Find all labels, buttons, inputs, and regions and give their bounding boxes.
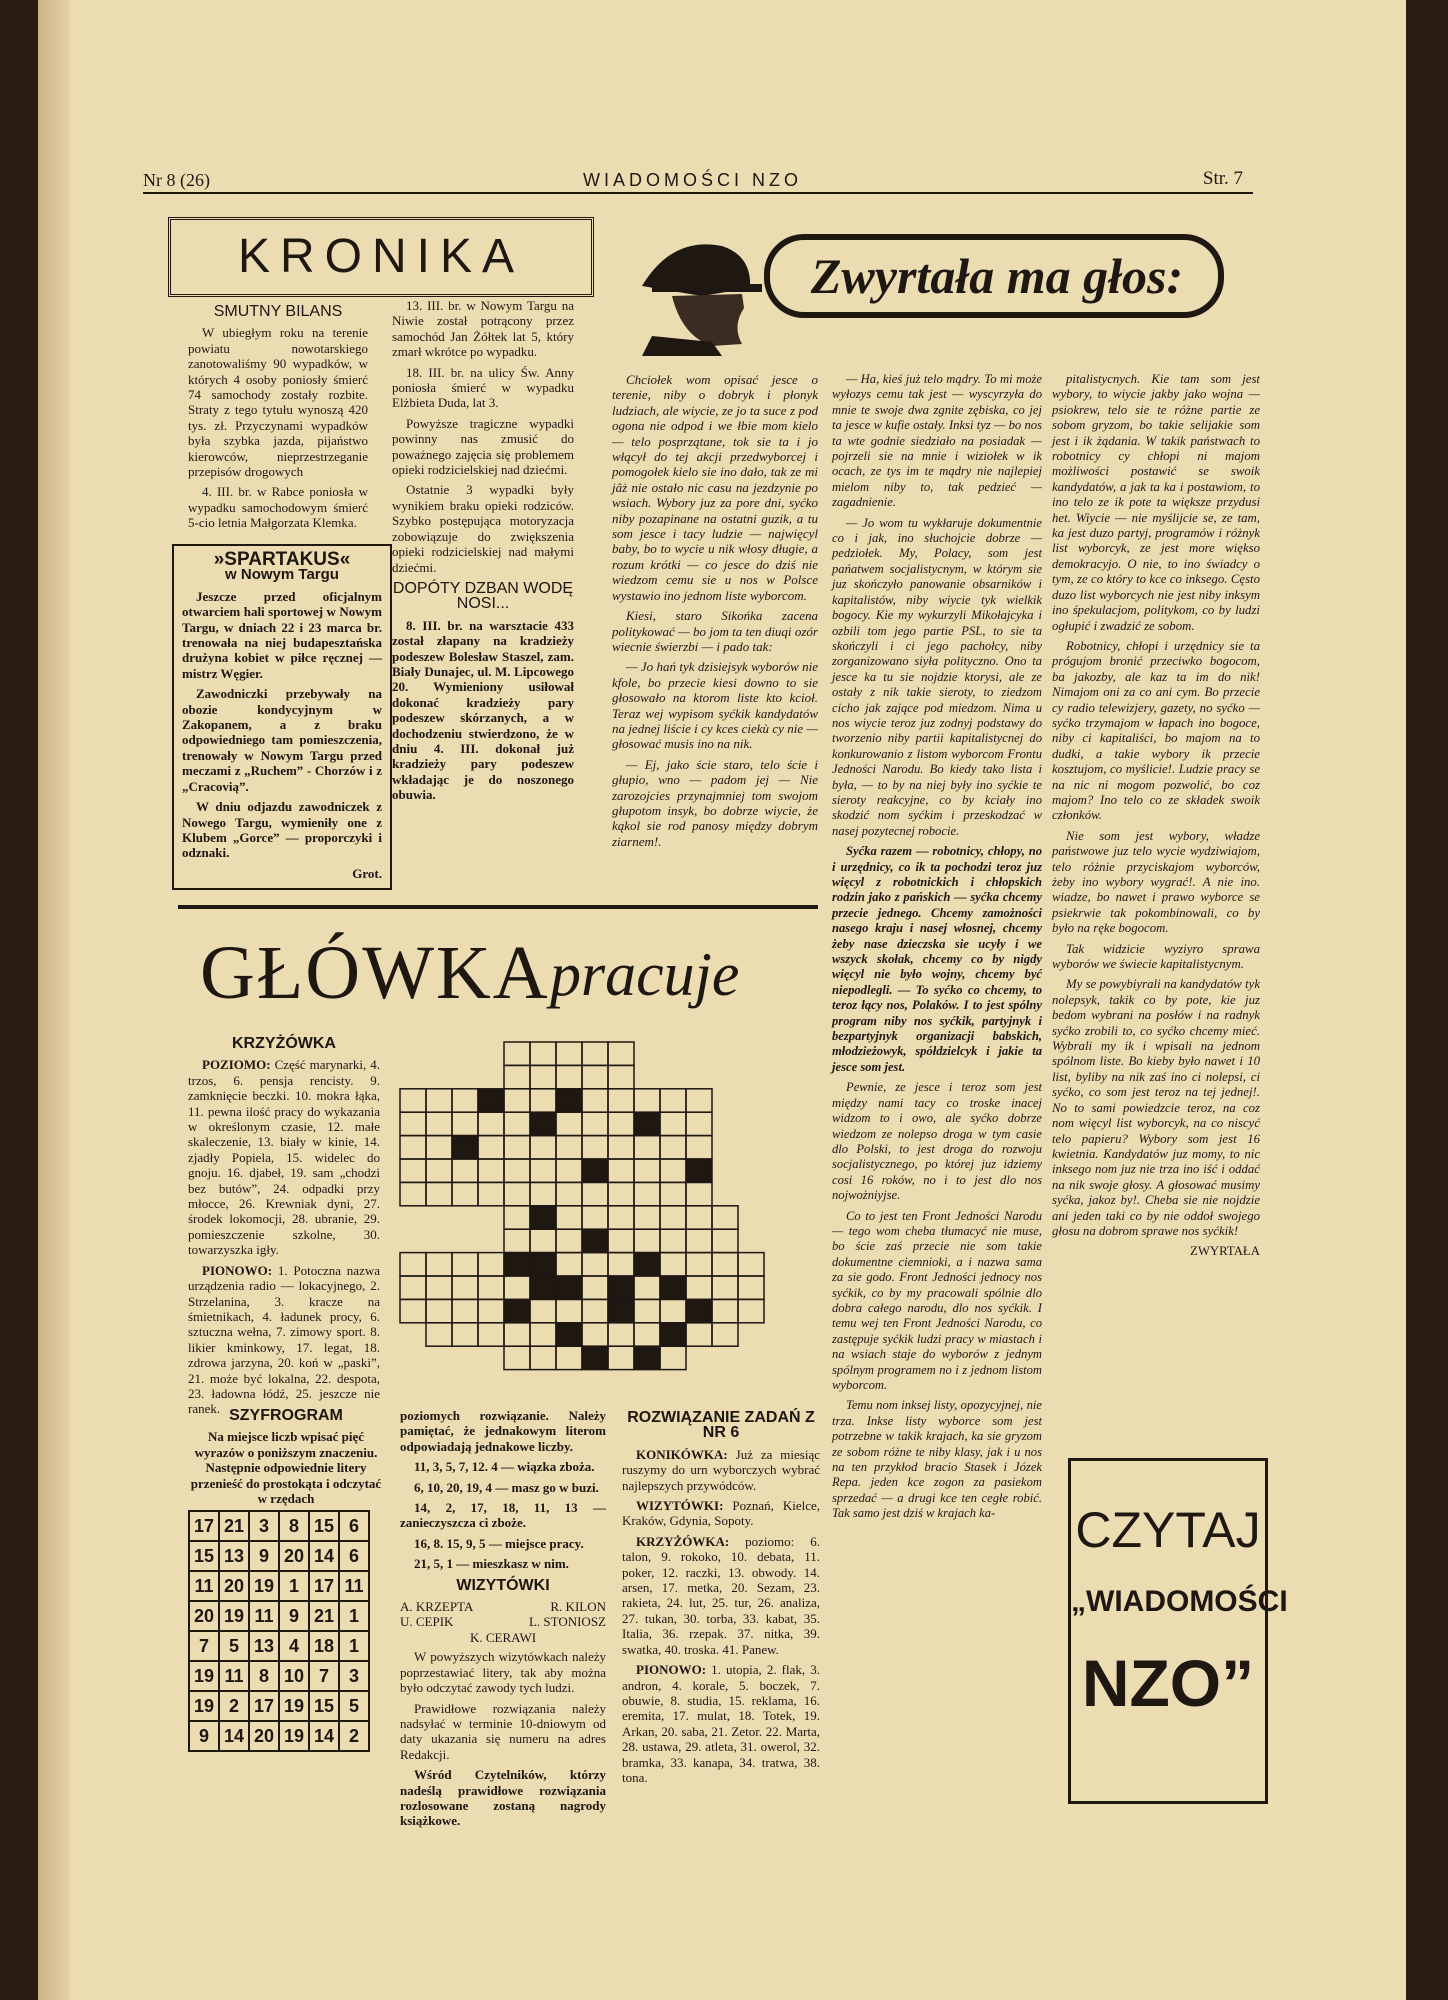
crossword-cell: [608, 1323, 634, 1346]
crossword-cell: [504, 1346, 530, 1369]
szyfr-clue: 6, 10, 20, 19, 4 — masz go w buzi.: [414, 1479, 599, 1495]
crossword-cell: [608, 1112, 634, 1135]
rozwiazanie-block: [622, 1404, 820, 1790]
crossword-cell: [556, 1159, 582, 1182]
pionowo-label: PIONOWO:: [202, 1262, 273, 1278]
section-rule: [178, 905, 818, 909]
wiz-name: U. CEPIK: [400, 1614, 454, 1630]
szyfr-cell: 9: [249, 1541, 279, 1571]
roz-label: WIZYTÓWKI:: [636, 1498, 724, 1514]
crossword-cell: [530, 1089, 556, 1112]
crossword-cell: [504, 1253, 530, 1276]
crossword-cell: [686, 1182, 712, 1205]
crossword-cell: [530, 1159, 556, 1182]
kronika-title: KRONIKA: [168, 217, 594, 297]
crossword-cell: [582, 1299, 608, 1322]
kronika-para: 18. III. br. na ulicy Św. Anny poniosła śmierć w wypadku Elżbieta Duda, lat 3.: [392, 364, 574, 411]
glowka-title: GŁÓWKA: [200, 931, 550, 1015]
szyfr-cell: 3: [339, 1661, 369, 1691]
szyfr-cell: 19: [189, 1661, 219, 1691]
crossword-cell: [556, 1253, 582, 1276]
crossword-cell: [504, 1136, 530, 1159]
crossword-cell: [504, 1159, 530, 1182]
poziomo-clues: Część marynarki, 4. trzos, 6. pensja rencisty. 9. zamknięcie beczki. 10. mokra łąka, 11. pewna ilość pracy do wykazania w określonym czasie, 12. małe skaleczenie, 13. biały w kinie, 14. zjadły Popiela, 15. widelec do gnoju. 16. djabeł, 19. sam „chodzi bez butów”, 24. odpadki przy młocce, 26. Krewniak dyni, 27. środek lokomocji, 28. ubranie, 29. pomieszczenie szkolne, 30. towarzyszka igły.: [188, 1057, 381, 1258]
crossword-cell: [608, 1136, 634, 1159]
pionowo-clues: 1. Potoczna nazwa urządzenia radio — lokacyjnego, 2. Strzelanina, 3. kracze na śmietnikach, 4. ładunek procy, 6. sztuczna wełna, 7. zimowy sport. 8. likier kminkowy, 17. legat, 18. zdrowa jarzyna, 20. koń w „paski”, 21. może być lokalna, 22. despota, 23. ładowna łódź, 25. jeszcze nie ranek.: [188, 1262, 380, 1417]
wiz-name: A. KRZEPTA: [400, 1599, 474, 1615]
roz-label: KRZYŻÓWKA:: [636, 1533, 730, 1549]
roz-label: KONIKÓWKA:: [636, 1446, 728, 1462]
roz-text: poziomo: 6. talon, 9. rokoko, 10. debata, 11. poker, 12. raczki, 13. obwody. 14. arsen, 17. metka, 20. Sezam, 23. rakieta, 24. lut, 25. tur, 26. analiza, 27. tukan, 30. torba, 33. kabat, 35. Italia, 36. rzepak. 37. nitka, 39. swatka, 40. troska. 41. Panew.: [622, 1533, 820, 1657]
crossword-cell: [582, 1159, 608, 1182]
crossword-cell: [530, 1182, 556, 1205]
crossword-cell: [634, 1276, 660, 1299]
crossword-cell: [582, 1065, 608, 1088]
crossword-cell: [452, 1182, 478, 1205]
crossword-cell: [712, 1253, 738, 1276]
szyfr-cell: 14: [219, 1721, 249, 1751]
spartakus-subtitle: w Nowym Targu: [225, 566, 339, 584]
szyfr-clue: 16, 8. 15, 9, 5 — miejsce pracy.: [414, 1535, 584, 1551]
szyfr-cell: 14: [309, 1541, 339, 1571]
crossword-cell: [608, 1276, 634, 1299]
szyfr-cell: 5: [219, 1631, 249, 1661]
crossword-cell: [530, 1136, 556, 1159]
szyfrogram-intro: Na miejsce liczb wpisać pięć wyrazów o poniższym znaczeniu. Następnie odpowiednie litery przenieść do prostokąta i odczytać w rzędach: [190, 1429, 382, 1507]
page-number: Str. 7: [1202, 168, 1243, 189]
crossword-cell: [686, 1276, 712, 1299]
szyfr-cell: 8: [249, 1661, 279, 1691]
szyfr-cell: 9: [189, 1721, 219, 1751]
zwyrtala-para: Tak widzicie wyziyro sprawa wyborów we świecie kapitalistycnym.: [1052, 941, 1260, 972]
crossword-cell: [660, 1206, 686, 1229]
szyfr-cell: 17: [309, 1571, 339, 1601]
spartakus-text: Zawodniczki przebywały na obozie kondycyjnym w Zakopanem, a z braku odpowiedniego tam pomieszczenia, trenowały w Nowym Targu przed meczami z „Ruchem” - Chorzów i z „Cracovią”.: [182, 686, 382, 794]
crossword-cell: [426, 1276, 452, 1299]
spartakus-text: Jeszcze przed oficjalnym otwarciem hali sportowej w Nowym Targu, w dniach 22 i 23 marca br. trenowała na niej budapesztańska drużyna kobiet w piłce ręcznej — mistrz Węgier.: [182, 588, 382, 681]
szyfr-cell: 11: [219, 1661, 249, 1691]
wiz-name: L. STONIOSZ: [528, 1614, 606, 1630]
crossword-cell: [608, 1182, 634, 1205]
crossword-cell: [426, 1323, 452, 1346]
czytaj-ad: [1068, 1458, 1288, 1804]
szyfr-cell: 5: [339, 1691, 369, 1721]
szyfr-cell: 1: [339, 1631, 369, 1661]
crossword-cell: [504, 1276, 530, 1299]
crossword-cell: [478, 1253, 504, 1276]
crossword-cell: [634, 1136, 660, 1159]
szyfr-row: [189, 1721, 369, 1751]
kronika-para: 13. III. br. w Nowym Targu na Niwie został potrącony przez samochód Jan Żółtek lat 5, który zmarł wkrótce po wypadku.: [392, 298, 574, 360]
crossword-cell: [738, 1253, 764, 1276]
szyfr-cell: 20: [249, 1721, 279, 1751]
szyfr-cell: 19: [249, 1571, 279, 1601]
crossword-cell: [504, 1065, 530, 1088]
crossword-cell: [530, 1112, 556, 1135]
crossword-cell: [530, 1323, 556, 1346]
crossword-cell: [478, 1112, 504, 1135]
crossword-cell: [582, 1112, 608, 1135]
crossword-cell: [504, 1323, 530, 1346]
szyfr-cell: 11: [339, 1571, 369, 1601]
kronika-para: Powyższe tragiczne wypadki powinny nas zmusić do poważnego zajęcia się problemem opieki rodzicielskiej nad dziećmi.: [392, 415, 574, 478]
crossword-cell: [660, 1089, 686, 1112]
wiz-name: K. CERAWI: [469, 1629, 537, 1645]
krzyzowka-clues: [188, 1030, 380, 1422]
crossword-cell: [556, 1112, 582, 1135]
crossword-cell: [660, 1136, 686, 1159]
zwyrtala-para: Kiesi, staro Sikońka zacena politykować — bo jom ta ten diuqi ozór wiecnie świerzbi — i pado tak:: [612, 608, 818, 654]
zwyrtala-para: — Ej, jako ście staro, telo ście i głupio, wno — padom jej — Nie zarozojcies przynajmniej tom swojom głupotom insyk, bo dobrze wiycie, że kąkol sie rod panosy między dobrym ziarnem!.: [612, 756, 818, 849]
newspaper-title: WIADOMOŚCI NZO: [583, 170, 802, 190]
crossword-cell: [582, 1229, 608, 1252]
szyfr-cell: 20: [189, 1601, 219, 1631]
zwyrtala-signature: ZWYRTAŁA: [1190, 1244, 1260, 1259]
crossword-cell: [556, 1042, 582, 1065]
crossword-cell: [660, 1112, 686, 1135]
szyfr-clue: 11, 3, 5, 7, 12. 4 — wiązka zboża.: [414, 1459, 595, 1475]
szyfrogram-block: [188, 1402, 384, 1511]
crossword-cell: [712, 1299, 738, 1322]
crossword-cell: [582, 1323, 608, 1346]
kronika-para: Ostatnie 3 wypadki były wynikiem braku opieki rodziców. Szybko postępująca motoryzacja zobowiązuje do zwiększenia opieki rodzicielskiej nad małymi dziećmi.: [392, 482, 574, 575]
crossword-cell: [530, 1229, 556, 1252]
crossword-cell: [530, 1253, 556, 1276]
zwyrtala-para: — Jo wom tu wykłaruje dokumentnie co i jak, ino słuchojcie dobrze — pedziołek. My, Polacy, som jest pańatwem socjalistycnym, w którym sie juz skończyło panowanie obsarników i kapitalistów, niby wiycie tyk wielkik bogocy. Kie my wykurzyli Mikołajcyka i ozbili tom jego partie PSL, to sie ta skończyli i ci jego pachołcy, niby zorganizowano siyła polityczno. Ono ta jesce ka tu sie nojdzie ktorysi, ale ze ostały z nik takie sieroty, to ziedzom cicho jak zające pod miedzom. Nima u nos wiycie teroz juz zodnyj podstawy do tworzenio niby partii kapitalistycnej do konkurowanio z listom wyborcom Frontu Jedności Narodu. Bo kiedy tako lista i była, — to by na niej były ino syćkie te sieroty reakcyjne, co by kciały ino skodzić nom syćkim i przeskodzać w nasej pozytecnej robocie.: [832, 515, 1042, 838]
crossword-cell: [478, 1299, 504, 1322]
crossword-cell: [452, 1299, 478, 1322]
crossword-cell: [608, 1253, 634, 1276]
header-rule: [143, 192, 1253, 194]
szyfrogram-heading: SZYFROGRAM: [229, 1407, 343, 1424]
crossword-cell: [686, 1206, 712, 1229]
crossword-cell: [608, 1159, 634, 1182]
crossword-cell: [530, 1206, 556, 1229]
zwyrtala-para: Pewnie, ze jesce i teroz som jest między nami tacy co troske inacej widzom to i owo, ale syćko dobrze wiedzom ze nolepso droga w tym casie dlo Polski, to jest droga do rozwoju socjalistycznego, po której juz idziemy cosi 16 roków, no i to jest dlo nos nojwożniyjse.: [832, 1080, 1042, 1203]
szyfr-cell: 6: [339, 1511, 369, 1541]
crossword-cell: [582, 1346, 608, 1369]
glowka-subtitle: pracuje: [550, 941, 740, 1009]
crossword-cell: [530, 1065, 556, 1088]
crossword-cell: [608, 1089, 634, 1112]
crossword-cell: [478, 1136, 504, 1159]
szyfr-row: [189, 1661, 369, 1691]
crossword-cell: [426, 1253, 452, 1276]
crossword-cell: [400, 1276, 426, 1299]
roz-text: Już za miesiąc ruszymy do urn wyborczych wybrać najlepszych przywódców.: [622, 1446, 821, 1493]
crossword-cell: [686, 1159, 712, 1182]
szyfr-cell: 20: [279, 1541, 309, 1571]
wizytowki-heading: WIZYTÓWKI: [456, 1576, 550, 1594]
crossword-grid: [398, 1040, 806, 1380]
crossword-cell: [634, 1299, 660, 1322]
crossword-cell: [400, 1253, 426, 1276]
crossword-cell: [504, 1229, 530, 1252]
crossword-cell: [712, 1229, 738, 1252]
zwyrtala-col2: [832, 372, 1042, 1527]
zwyrtala-para: Co to jest ten Front Jedności Narodu — tego wom cheba tłumacyć nie muse, bo ście zaś przecie nie som takie dokumentne ciemnioki, a i nazwa sama za sie godo. Front Jedności jednocy nos syćkik, co by my pracowali spólnie dlo dobra całego narodu, dlo nos syćkik. I temu wej ten Front Jedności Narodu, co zastępuje syćkik ludzi pracy w miastach i na wsiach staje do wyborów z jednym spólnym programem no i z jednom listom wyborcom.: [832, 1208, 1042, 1392]
crossword-cell: [426, 1299, 452, 1322]
crossword-cell: [634, 1253, 660, 1276]
szyfr-cell: 9: [279, 1601, 309, 1631]
crossword-cell: [504, 1182, 530, 1205]
crossword-cell: [608, 1346, 634, 1369]
crossword-cell: [738, 1276, 764, 1299]
crossword-cell: [582, 1089, 608, 1112]
czytaj-line2: „WIADOMOŚCI: [1071, 1585, 1288, 1618]
crossword-cell: [504, 1112, 530, 1135]
crossword-cell: [634, 1159, 660, 1182]
crossword-cell: [686, 1136, 712, 1159]
crossword-cell: [660, 1346, 686, 1369]
kronika-col1: [188, 298, 368, 536]
roz-text: Poznań, Kielce, Kraków, Gdynia, Sopoty.: [622, 1498, 820, 1529]
zwyrtala-col3: [1052, 372, 1260, 1260]
crossword-cell: [556, 1276, 582, 1299]
zwyrtala-para: pitalistycnych. Kie tam som jest wybory, to wiycie jakby jako wojna — psiokrew, telo sie te różne partie ze sobom gryzom, bo takie selijakie som jest i ik żądania. W takik państwach to robotnicy cy chłopi ni majom możliwości postawić se swoik kandydatów, a jak ta ka i postawiom, to ino telo ze ik pote ta większe przydusi het. Wiycie — nie myślijcie se, ze tam, ka jest duzo partyj, programów i różnyk list wyborcyk, ze jest more więkso demokracyjo. O nie, to ino świadcy o tym, ze co który to kce co inksego. Cęsto duzo list wyborcych nie jest niby inksym ino śpekulacjom, politykom, co by ludzi ogłupić i zwadzić ze sobom.: [1052, 372, 1260, 633]
szyfr-cell: 20: [219, 1571, 249, 1601]
dzban-heading: DOPÓTY DZBAN WODĘ NOSI...: [392, 579, 574, 613]
crossword-cell: [556, 1229, 582, 1252]
szyfr-clue: poziomych rozwiązanie. Należy pamiętać, że jednakowym literom odpowiadają jednakowe liczby.: [400, 1408, 606, 1454]
szyfr-row: [189, 1511, 369, 1541]
szyfr-cell: 18: [309, 1631, 339, 1661]
crossword-cell: [634, 1112, 660, 1135]
szyfr-cell: 2: [219, 1691, 249, 1721]
crossword-cell: [608, 1229, 634, 1252]
crossword-cell: [686, 1089, 712, 1112]
szyfr-row: [189, 1631, 369, 1661]
crossword-cell: [504, 1089, 530, 1112]
crossword-cell: [478, 1159, 504, 1182]
spartakus-text: W dniu odjazdu zawodniczek z Nowego Targu, wymieniły one z Klubem „Gorce” — proporczyki i odznaki.: [182, 799, 382, 861]
crossword-cell: [634, 1346, 660, 1369]
szyfr-cell: 13: [219, 1541, 249, 1571]
szyfrogram-clues: [400, 1408, 606, 1834]
szyfr-cell: 17: [189, 1511, 219, 1541]
crossword-cell: [452, 1112, 478, 1135]
crossword-cell: [400, 1182, 426, 1205]
szyfr-clue: 14, 2, 17, 18, 11, 13 — zanieczyszcza ci zboże.: [400, 1500, 606, 1531]
crossword-cell: [556, 1089, 582, 1112]
crossword-cell: [582, 1182, 608, 1205]
smutny-bilans-heading: SMUTNY BILANS: [213, 303, 343, 320]
page-header: [143, 168, 1243, 194]
spartakus-box: [172, 544, 392, 890]
crossword-cell: [686, 1229, 712, 1252]
crossword-cell: [582, 1136, 608, 1159]
crossword-cell: [712, 1276, 738, 1299]
crossword-cell: [478, 1323, 504, 1346]
zwyrtala-para: Robotnicy, chłopi i urzędnicy sie ta prógujom bronić przeciwko bogocom, ba jakozby, ale kaz ta im do nik! Nimajom oni za co ani cym. Bo przecie cy radio telewizjery, gazety, no syćko — syćko trzymajom w łapach ino bogoce, niby ci kapitaliści, bo majom na to dudki, a takie wybory ik przecie kosztujom, co myślicie!. Ludzie pracy se na nic ni mogom pozwolić, bo coz majom? Ino telo co ze składek swoik członków.: [1052, 638, 1260, 823]
szyfr-row: [189, 1541, 369, 1571]
szyfr-row: [189, 1571, 369, 1601]
zwyrtala-para: — Jo hań tyk dzisiejsyk wyborów nie kfole, bo przecie kiesi downo to sie głosowało na ktorom liste kto kcioł. Teraz wej wypisom syćkik kandydatów na jednej liście i cy kces ciekù cy nie — głosować musis ino na nik.: [612, 659, 818, 752]
crossword-cell: [634, 1229, 660, 1252]
crossword-cell: [530, 1346, 556, 1369]
szyfr-row: [189, 1691, 369, 1721]
zwyrtala-para: Syćka razem — robotnicy, chłopy, no i urzędnicy, co ik ta pochodzi teroz juz więcyl z robotnickich i chłopskich rodzin jako z pańskich — syćka chcemy przecie jednego. Chcemy zamożności nasego kraju i nasej włosnej, chcemy żeby nase dzieczska sie ucyły i we wszyck skołak, chcemy co by nigdy więcyl nie było wojny, chcemy być niepodlegli. — To syćko co chcemy, to teroz łący nos, Polaków. I to jest spólny program niby nos syćkik, partyjnyk i bezpartyjnyk organizacji babskich, młodzieżowyk, spółdzielcyk i jakie ta jesce som jest.: [832, 844, 1042, 1074]
crossword-cell: [608, 1065, 634, 1088]
szyfr-clue: 21, 5, 1 — mieszkasz w nim.: [414, 1556, 569, 1572]
kronika-para: 4. III. br. w Rabce poniosła w wypadku samochodowym śmierć 5-cio letnia Małgorzata Klemka.: [188, 484, 368, 531]
kronika-para: W ubiegłym roku na terenie powiatu nowotarskiego zanotowaliśmy 90 wypadków, w których 4 osoby poniosły śmierć 74 samochody zostały rozbite. Straty z tego tytułu wynoszą 420 tys. zł. Przyczynami wypadków była szybka jazda, pijaństwo kierowców, nieprzestrzeganie przepisów drogowych: [188, 325, 368, 480]
crossword-cell: [634, 1206, 660, 1229]
crossword-cell: [582, 1206, 608, 1229]
crossword-cell: [660, 1182, 686, 1205]
szyfr-cell: 2: [339, 1721, 369, 1751]
krzyzowka-heading: KRZYŻÓWKA: [232, 1035, 336, 1052]
crossword-cell: [608, 1042, 634, 1065]
szyfr-cell: 10: [279, 1661, 309, 1691]
crossword-cell: [582, 1042, 608, 1065]
crossword-cell: [478, 1182, 504, 1205]
page-edge: [38, 0, 70, 2000]
kronika-col2: [392, 298, 574, 808]
wiz-text: W powyższych wizytówkach należy poprzestawiać litery, tak aby można było odczytać zawody tych ludzi.: [400, 1649, 606, 1696]
szyfr-cell: 3: [249, 1511, 279, 1541]
czytaj-line3: NZO”: [1081, 1646, 1255, 1720]
crossword-cell: [712, 1323, 738, 1346]
crossword-cell: [426, 1136, 452, 1159]
crossword-cell: [686, 1323, 712, 1346]
crossword-cell: [426, 1159, 452, 1182]
zwyrtala-title: Zwyrtała ma głos:: [810, 248, 1184, 304]
szyfr-cell: 13: [249, 1631, 279, 1661]
crossword-cell: [660, 1276, 686, 1299]
crossword-cell: [556, 1206, 582, 1229]
rozwiazanie-heading: ROZWIĄZANIE ZADAŃ Z NR 6: [627, 1409, 815, 1442]
zwyrtala-para: Nie som jest wybory, władze państwowe juz telo wycie wydziwiajom, telo różnie przyciskajom wyborców, żeby ino wybory wygrać!. A nie ino. wiadze, bo nawet i prawo wyborce se psiekrwie tak pokombinowali, co by było na ręke bogocom.: [1052, 828, 1260, 936]
zwyrtala-para: Chciołek wom opisać jesce o terenie, niby o dobryk i płonyk ludziach, ale wiycie, ze jo ta suce z pod ogona nie odpod i we łbie mom kielo — telo posprzątane, tok sie ta i jo włącył do tej akcji przedwyborcej i pomogołek kielo sie ino dało, tak ze mi jâż nie ostało nic casu na jezdzynie po wsiach. Wybory juz za pore dni, syćko niby pozapinane na ostatni guzik, a tu som jesce i tacy ludzie — najwięcyl baby, bo to wycie u nik włosy długie, a rozum krótki — co jesce do dziś nie wiedzom cemu sie u nos w Polsce wystawio ino jednom liste wyborcom.: [612, 372, 818, 603]
szyfr-cell: 15: [189, 1541, 219, 1571]
roz-label: PIONOWO:: [636, 1662, 707, 1678]
szyfrogram-grid: [188, 1510, 370, 1752]
crossword-cell: [634, 1323, 660, 1346]
wiz-text: Prawidłowe rozwiązania należy nadsyłać w terminie 10-dniowym od daty ukazania się numeru na adres Redakcji.: [400, 1700, 606, 1762]
szyfr-cell: 11: [249, 1601, 279, 1631]
szyfr-cell: 15: [309, 1691, 339, 1721]
crossword-cell: [556, 1136, 582, 1159]
crossword-cell: [556, 1065, 582, 1088]
crossword-cell: [686, 1253, 712, 1276]
szyfr-row: [189, 1601, 369, 1631]
crossword-cell: [452, 1089, 478, 1112]
crossword-cell: [660, 1299, 686, 1322]
crossword-cell: [738, 1299, 764, 1322]
issue-number: Nr 8 (26): [143, 170, 210, 190]
crossword-cell: [400, 1112, 426, 1135]
szyfr-cell: 19: [219, 1601, 249, 1631]
szyfr-cell: 4: [279, 1631, 309, 1661]
crossword-cell: [452, 1136, 478, 1159]
crossword-cell: [582, 1253, 608, 1276]
szyfr-cell: 1: [339, 1601, 369, 1631]
crossword-cell: [634, 1182, 660, 1205]
zwyrtala-para: — Ha, kieś już telo mądry. To mi może wyłozys cemu tak jest — wyscyrzyła do mnie te swoje dwa zgnite zębiska, co jej ta jesce w kufie ostały. Inksi tyz — bo nos ta wte godnie siedziało na posiadak — pojrzeli sie na mnie i wiziołek w ik ocach, ze tys im te mądry nie najlepiej mielom niby to, tak pedzieć — zagadnienie.: [832, 372, 1042, 510]
crossword-cell: [452, 1253, 478, 1276]
spartakus-title: »SPARTAKUS«: [213, 549, 351, 570]
crossword-cell: [478, 1276, 504, 1299]
crossword-cell: [478, 1089, 504, 1112]
crossword-cell: [452, 1323, 478, 1346]
crossword-cell: [660, 1323, 686, 1346]
crossword-cell: [426, 1089, 452, 1112]
crossword-cell: [686, 1112, 712, 1135]
crossword-cell: [608, 1299, 634, 1322]
wiz-name: R. KILON: [550, 1599, 606, 1615]
crossword-cell: [556, 1346, 582, 1369]
szyfr-cell: 7: [309, 1661, 339, 1691]
szyfr-cell: 7: [189, 1631, 219, 1661]
crossword-cell: [556, 1299, 582, 1322]
crossword-cell: [426, 1112, 452, 1135]
crossword-cell: [504, 1206, 530, 1229]
spartakus-signature: Grot.: [352, 865, 382, 881]
wiz-text: Wśród Czytelników, którzy nadeślą prawidłowe rozwiązania rozlosowane zostaną nagrody książkowe.: [400, 1767, 606, 1829]
szyfr-cell: 19: [279, 1691, 309, 1721]
crossword-cell: [660, 1229, 686, 1252]
crossword-cell: [400, 1089, 426, 1112]
crossword-cell: [426, 1182, 452, 1205]
szyfr-cell: 19: [279, 1721, 309, 1751]
crossword-cell: [686, 1299, 712, 1322]
crossword-cell: [452, 1276, 478, 1299]
crossword-cell: [582, 1276, 608, 1299]
szyfr-cell: 21: [219, 1511, 249, 1541]
crossword-cell: [530, 1299, 556, 1322]
crossword-cell: [712, 1206, 738, 1229]
crossword-cell: [556, 1182, 582, 1205]
crossword-cell: [400, 1136, 426, 1159]
zwyrtala-col1: [612, 372, 818, 854]
crossword-cell: [608, 1206, 634, 1229]
dzban-text: 8. III. br. na warsztacie 433 został złapany na kradzieży podeszew Bolesław Staszel, zam. Biały Dunajec, ul. M. Lipcowego 20. Wymieniony usiłował dokonać kradzieży pary podeszew skórzanych, a w dochodzeniu stwierdzono, że w dniu 4. III. dokonał już kradzieży pary podeszew wkładając je do noszonego obuwia.: [392, 617, 574, 803]
szyfr-cell: 8: [279, 1511, 309, 1541]
zwyrtala-header: [632, 216, 1232, 356]
szyfr-cell: 6: [339, 1541, 369, 1571]
crossword-cell: [530, 1042, 556, 1065]
crossword-cell: [660, 1159, 686, 1182]
zwyrtala-para: My se powybiyrali na kandydatów tyk nolepsyk, takik co by pote, kie juz bedom wybrani na posłów i na radnyk syćko zrobili to, co syćko chcemy mieć. Wybrali my ik i wpisali na jednom spólnom liste. Bo kieby było nawet i 10 list, byliby na nik zaś ino ci nolepsi, ci syćko, co som jest teroz na tej jednej!. No to sami powiedzcie teroz, na coz nom więcyl list wyborcyk, na co niscyć telo papieru? Wybory som jest 16 kwietnia. Kandydatów juz momy, to nic inksego nom juz nie trza ino iść i oddać na nik swoje głosy. A głosować musimy syćka, jakoz by!. Cheba sie nie nojdzie ani jeden taki co by nie oddoł swojego głosu na dobrom sprawe nos syćkik!: [1052, 977, 1260, 1238]
szyfr-cell: 11: [189, 1571, 219, 1601]
szyfr-cell: 15: [309, 1511, 339, 1541]
crossword-cell: [660, 1253, 686, 1276]
crossword-cell: [504, 1042, 530, 1065]
szyfr-cell: 21: [309, 1601, 339, 1631]
crossword-cell: [400, 1159, 426, 1182]
roz-text: 1. utopia, 2. flak, 3. andron, 4. korale, 5. boczek, 7. obuwie, 8. studia, 15. reklama, 16. eremita, 17. mulat, 18. Totek, 19. Arkan, 20. saba, 21. Zetor. 22. Marta, 28. ustawa, 29. atleta, 31. owerol, 32. bramka, 33. kanapa, 34. tratwa, 38. tona.: [622, 1662, 820, 1785]
poziomo-label: POZIOMO:: [202, 1057, 271, 1073]
crossword-cell: [504, 1299, 530, 1322]
szyfr-cell: 1: [279, 1571, 309, 1601]
crossword-cell: [556, 1323, 582, 1346]
crossword-cell: [400, 1299, 426, 1322]
crossword-cell: [634, 1089, 660, 1112]
szyfr-cell: 19: [189, 1691, 219, 1721]
szyfr-cell: 14: [309, 1721, 339, 1751]
crossword-cell: [530, 1276, 556, 1299]
crossword-cell: [452, 1159, 478, 1182]
szyfr-cell: 17: [249, 1691, 279, 1721]
czytaj-line1: CZYTAJ: [1075, 1502, 1261, 1558]
zwyrtala-para: Temu nom inksej listy, opozycyjnej, nie trza. Inkse listy wyborce som jest potrzebne w takik krajach, ka sie gryzom ze sobom różne te niby klasy, jak i u nos na ten przykłod bracio Stasek i Józek Repa. jeden kce zogon za pasiekom sprzedać — a drugi kce ten cegłe robić. Tak samo jest dziś w krajach ka-: [832, 1398, 1042, 1521]
